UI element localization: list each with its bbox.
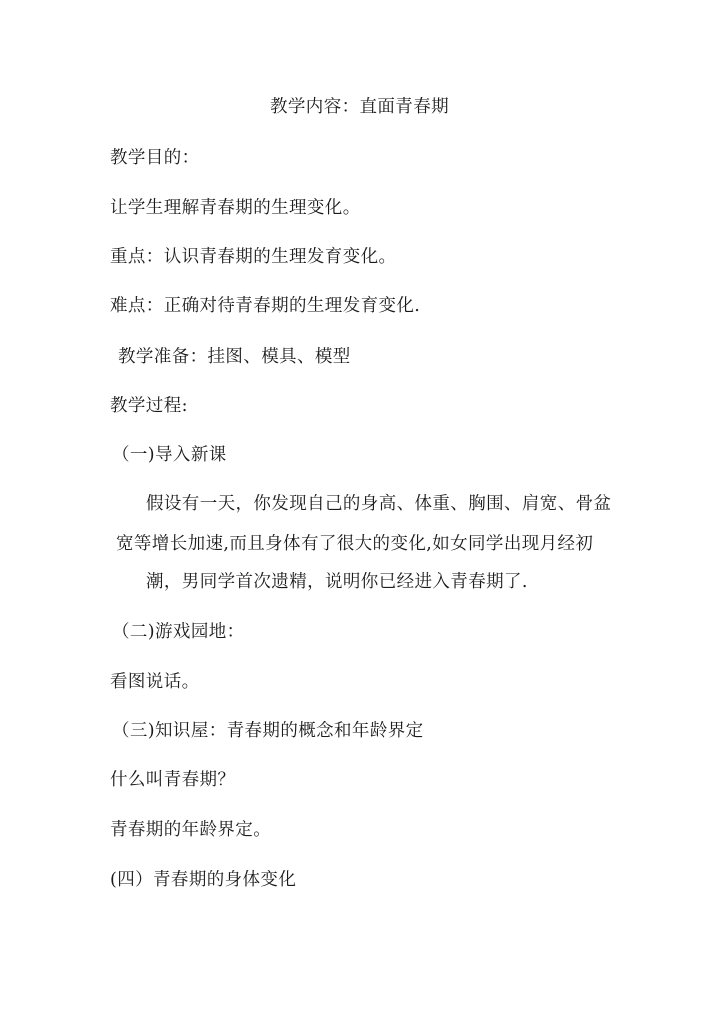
paragraph-line: 潮，男同学首次遗精，说明你已经进入青春期了. xyxy=(146,572,528,592)
paragraph-line: 宽等增长加速,而且身体有了很大的变化,如女同学出现月经初 xyxy=(116,534,594,554)
difficulty-text: 难点：正确对待青春期的生理发育变化. xyxy=(110,296,421,316)
age-definition-text: 青春期的年龄界定。 xyxy=(110,820,272,840)
section-3-heading: （三)知识屋：青春期的概念和年龄界定 xyxy=(112,721,424,741)
key-point-text: 重点：认识青春期的生理发育变化。 xyxy=(110,247,397,267)
look-and-talk-text: 看图说话。 xyxy=(110,672,200,692)
objectives-heading: 教学目的： xyxy=(110,148,200,168)
paragraph-line: 假设有一天，你发现自己的身高、体重、胸围、肩宽、骨盆 xyxy=(146,494,612,514)
preparation-text: 教学准备：挂图、模具、模型 xyxy=(118,347,351,367)
section-4-heading: (四）青春期的身体变化 xyxy=(110,870,297,890)
process-heading: 教学过程: xyxy=(110,396,188,416)
section-1-heading: （一)导入新课 xyxy=(112,445,227,465)
question-text: 什么叫青春期？ xyxy=(110,770,236,790)
document-title: 教学内容：直面青春期 xyxy=(270,97,449,117)
section-2-heading: （二)游戏园地： xyxy=(112,622,245,642)
objective-text: 让学生理解青春期的生理变化。 xyxy=(110,198,361,218)
